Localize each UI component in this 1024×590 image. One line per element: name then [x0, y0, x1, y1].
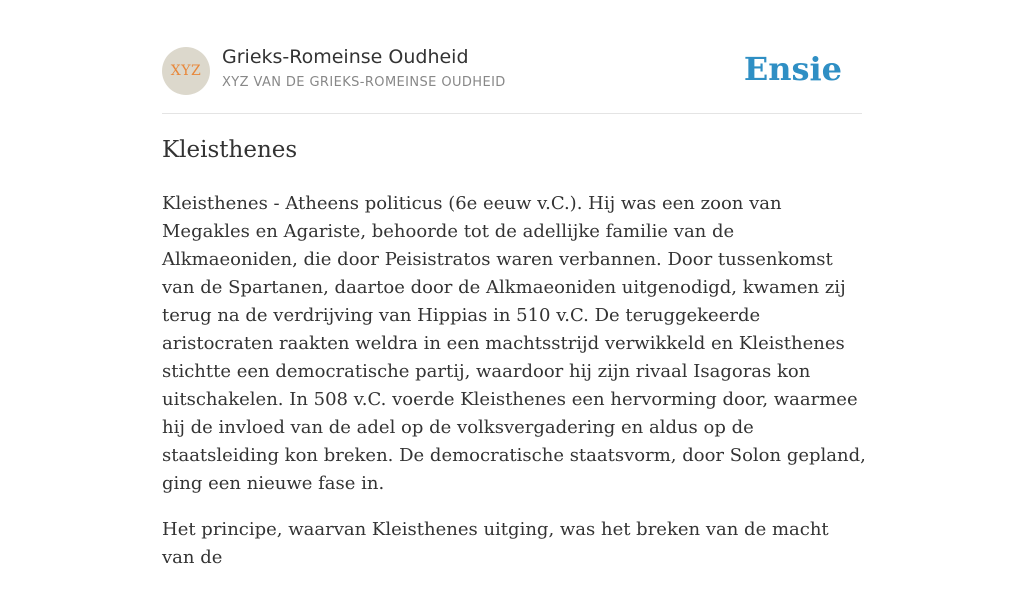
article-title: Kleisthenes — [162, 137, 298, 163]
article-body — [162, 190, 866, 590]
site-header — [162, 46, 862, 96]
article-paragraph: Kleisthenes - Atheens politicus (6e eeuw v.C.). Hij was een zoon van Megakles en Agariste, behoorde tot de adellijke familie van de Alkmaeoniden, die door Peisistratos waren verbannen. Door tussenkomst van de Spartanen, daartoe door de Alkmaeoniden uitgenodigd, kwamen zij terug na de verdrijving van Hippias in 510 v.C. De teruggekeerde aristocraten raakten weldra in een machtsstrijd verwikkeld en Kleisthenes stichtte een democratische partij, waardoor hij zijn rivaal Isagoras kon uitschakelen. In 508 v.C. voerde Kleisthenes een hervorming door, waarmee hij de invloed van de adel op de volksvergadering en aldus op de staatsleiding kon breken. De democratische staatsvorm, door Solon gepland, ging een nieuwe fase in. — [162, 193, 866, 494]
avatar[interactable] — [162, 47, 210, 95]
header-divider — [162, 113, 862, 114]
site-subtitle: XYZ VAN DE GRIEKS-ROMEINSE OUDHEID — [222, 75, 506, 90]
brand-logo-link[interactable]: Ensie — [743, 50, 842, 88]
avatar-initials: XYZ — [170, 63, 202, 79]
site-title[interactable]: Grieks-Romeinse Oudheid — [222, 46, 469, 68]
article-paragraph: Het principe, waarvan Kleisthenes uitging, was het breken van de macht van de — [162, 519, 829, 568]
